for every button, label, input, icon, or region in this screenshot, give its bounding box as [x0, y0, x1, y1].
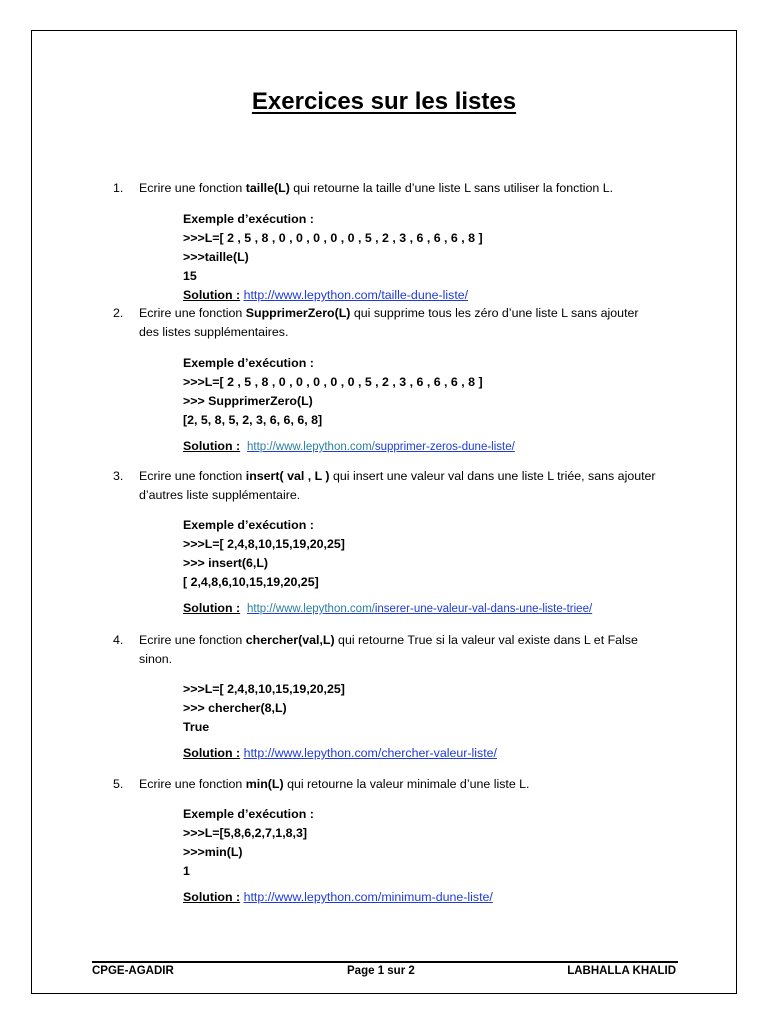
solution-link[interactable]: http://www.lepython.com/minimum-dune-liste/: [243, 890, 493, 904]
exercise-number: 4.: [113, 633, 124, 647]
exercise-text: Ecrire une fonction chercher(val,L) qui retourne True si la valeur val existe dans L et False: [139, 633, 638, 647]
code-line: >>>L=[ 2 , 5 , 8 , 0 , 0 , 0 , 0 , 0 , 5 , 2 , 3 , 6 , 6 , 6 , 8 ]: [183, 231, 483, 245]
exercise-text: Ecrire une fonction taille(L) qui retourne la taille d’une liste L sans utiliser la fonction L.: [139, 181, 614, 195]
page-frame: [31, 30, 737, 994]
example-label: Exemple d’exécution :: [183, 807, 314, 821]
solution-label: Solution :: [183, 288, 241, 302]
solution-line: [183, 437, 515, 457]
exercise-number: 5.: [113, 777, 124, 791]
code-line: >>>L=[ 2,4,8,10,15,19,20,25]: [183, 537, 345, 551]
solution-label: Solution :: [183, 746, 241, 760]
solution-link[interactable]: http://www.lepython.com/inserer-une-valeur-val-dans-une-liste-triee/: [247, 603, 593, 615]
solution-line: [183, 286, 468, 305]
code-line: >>>L=[ 2,4,8,10,15,19,20,25]: [183, 682, 345, 696]
code-line: >>>min(L): [183, 845, 243, 859]
solution-label: Solution :: [183, 601, 241, 615]
code-line: [ 2,4,8,6,10,15,19,20,25]: [183, 575, 319, 589]
footer-rule: [92, 961, 678, 963]
exercise-text: sinon.: [139, 652, 173, 666]
footer-page-number: Page 1 sur 2: [347, 965, 415, 977]
exercise-number: 1.: [113, 181, 124, 195]
solution-line: [183, 599, 592, 619]
exercise-text: des listes supplémentaires.: [139, 325, 289, 339]
code-line: >>>taille(L): [183, 250, 249, 264]
code-line: True: [183, 720, 210, 734]
footer-left: CPGE-AGADIR: [92, 965, 174, 977]
solution-label: Solution :: [183, 890, 241, 904]
solution-line: [183, 888, 493, 907]
example-label: Exemple d’exécution :: [183, 356, 314, 370]
exercise-text: d’autres liste supplémentaire.: [139, 488, 301, 502]
example-label: Exemple d’exécution :: [183, 212, 314, 226]
code-line: >>> chercher(8,L): [183, 701, 287, 715]
code-line: >>> insert(6,L): [183, 556, 269, 570]
solution-label: Solution :: [183, 439, 241, 453]
exercise-number: 2.: [113, 306, 124, 320]
exercise-number: 3.: [113, 469, 124, 483]
code-line: >>>L=[5,8,6,2,7,1,8,3]: [183, 826, 307, 840]
exercise-text: Ecrire une fonction min(L) qui retourne la valeur minimale d’une liste L.: [139, 777, 530, 791]
footer-right: LABHALLA KHALID: [567, 965, 676, 977]
code-line: 1: [183, 864, 190, 878]
example-label: Exemple d’exécution :: [183, 518, 314, 532]
code-line: [2, 5, 8, 5, 2, 3, 6, 6, 6, 8]: [183, 413, 323, 427]
exercise-text: Ecrire une fonction SupprimerZero(L) qui supprime tous les zéro d’une liste L sans ajouter: [139, 306, 639, 320]
page-title: Exercices sur les listes: [251, 88, 517, 115]
code-line: 15: [183, 269, 197, 283]
solution-link[interactable]: http://www.lepython.com/chercher-valeur-liste/: [243, 746, 497, 760]
code-line: >>>L=[ 2 , 5 , 8 , 0 , 0 , 0 , 0 , 0 , 5 , 2 , 3 , 6 , 6 , 6 , 8 ]: [183, 375, 483, 389]
solution-link[interactable]: http://www.lepython.com/supprimer-zeros-dune-liste/: [247, 441, 515, 453]
solution-line: [183, 744, 497, 763]
code-line: >>> SupprimerZero(L): [183, 394, 313, 408]
exercise-text: Ecrire une fonction insert( val , L ) qui insert une valeur val dans une liste L triée, sans ajouter: [139, 469, 656, 483]
solution-link[interactable]: http://www.lepython.com/taille-dune-liste/: [243, 288, 469, 302]
